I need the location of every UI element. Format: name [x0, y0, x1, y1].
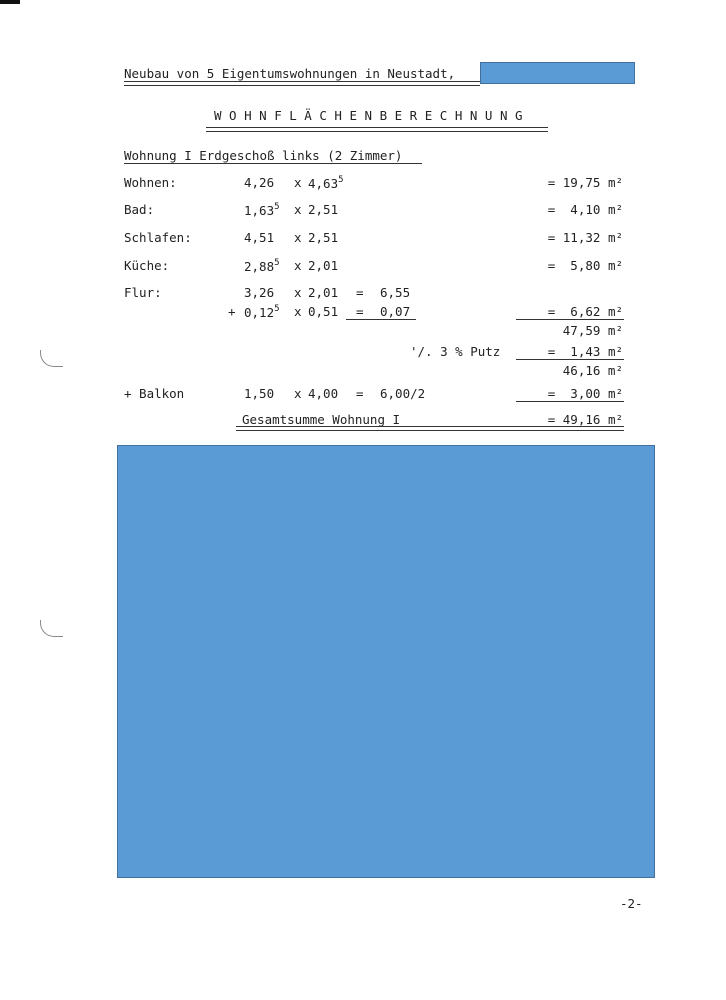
flur-sum-underline — [346, 319, 416, 320]
putz-underline — [516, 359, 624, 360]
balkon-a: 1,50 — [244, 386, 275, 401]
row-a-kueche: 2,88$^5$ — [244, 258, 280, 274]
total-label: Gesamtsumme Wohnung I — [242, 412, 401, 427]
punch-hole-mark-bottom — [40, 620, 63, 637]
row-x-schlafen: x — [294, 230, 302, 245]
page-heading: W O H N F L Ä C H E N B E R E C H N U N G — [214, 108, 523, 123]
row-label-kueche: Küche: — [124, 258, 170, 273]
balkon-underline — [516, 401, 624, 402]
row-x-kueche: x — [294, 258, 302, 273]
flur-line2-a: 0,12$^5$ — [244, 304, 280, 320]
row-b-wohnen: 4,63$^5$ — [308, 175, 344, 191]
row-a-schlafen: 4,51 — [244, 230, 275, 245]
row-label-flur: Flur: — [124, 285, 162, 300]
balkon-result: = 3,00 m² — [547, 386, 623, 401]
total-result: = 49,16 m² — [547, 412, 623, 427]
flur-line2-c: 0,07 — [380, 304, 411, 319]
row-label-wohnen: Wohnen: — [124, 175, 177, 190]
row-b-kueche: 2,01 — [308, 258, 339, 273]
row-label-schlafen: Schlafen: — [124, 230, 192, 245]
row-a-bad: 1,63$^5$ — [244, 202, 280, 218]
balkon-b: 4,00 — [308, 386, 339, 401]
document-title: Neubau von 5 Eigentumswohnungen in Neustadt, — [124, 66, 456, 81]
flur-line1-c: 6,55 — [380, 285, 411, 300]
flur-result: = 6,62 m² — [547, 304, 623, 319]
row-result-wohnen: = 19,75 m² — [547, 175, 623, 190]
section-title: Wohnung I Erdgeschoß links (2 Zimmer) — [124, 148, 403, 163]
row-x-bad: x — [294, 202, 302, 217]
title-double-underline — [124, 81, 480, 86]
subtotal-1: 47,59 m² — [562, 323, 623, 338]
row-b-schlafen: 2,51 — [308, 230, 339, 245]
flur-line2-eq: = — [356, 304, 364, 319]
row-b-bad: 2,51 — [308, 202, 339, 217]
corner-mark — [0, 0, 20, 4]
punch-hole-mark-top — [40, 350, 63, 367]
flur-line1-x: x — [294, 285, 302, 300]
balkon-eq: = — [356, 386, 364, 401]
balkon-x: x — [294, 386, 302, 401]
row-label-bad: Bad: — [124, 202, 155, 217]
flur-result-underline — [516, 319, 624, 320]
row-result-bad: = 4,10 m² — [547, 202, 623, 217]
subtotal-2: 46,16 m² — [562, 363, 623, 378]
total-double-underline — [236, 426, 624, 431]
redaction-box-main — [117, 445, 655, 878]
row-result-kueche: = 5,80 m² — [547, 258, 623, 273]
putz-label: '/. 3 % Putz — [410, 344, 501, 359]
row-result-schlafen: = 11,32 m² — [547, 230, 623, 245]
flur-line2-b: 0,51 — [308, 304, 339, 319]
flur-line1-a: 3,26 — [244, 285, 275, 300]
balkon-label: + Balkon — [124, 386, 185, 401]
row-x-wohnen: x — [294, 175, 302, 190]
flur-line1-eq: = — [356, 285, 364, 300]
flur-line2-plus: + — [228, 304, 236, 319]
row-a-wohnen: 4,26 — [244, 175, 275, 190]
flur-line2-x: x — [294, 304, 302, 319]
putz-result: = 1,43 m² — [547, 344, 623, 359]
page-number: -2- — [620, 896, 643, 911]
heading-double-underline — [206, 127, 548, 132]
balkon-c: 6,00/2 — [380, 386, 426, 401]
redaction-box-header — [480, 62, 635, 84]
flur-line1-b: 2,01 — [308, 285, 339, 300]
section-title-underline — [124, 163, 422, 164]
